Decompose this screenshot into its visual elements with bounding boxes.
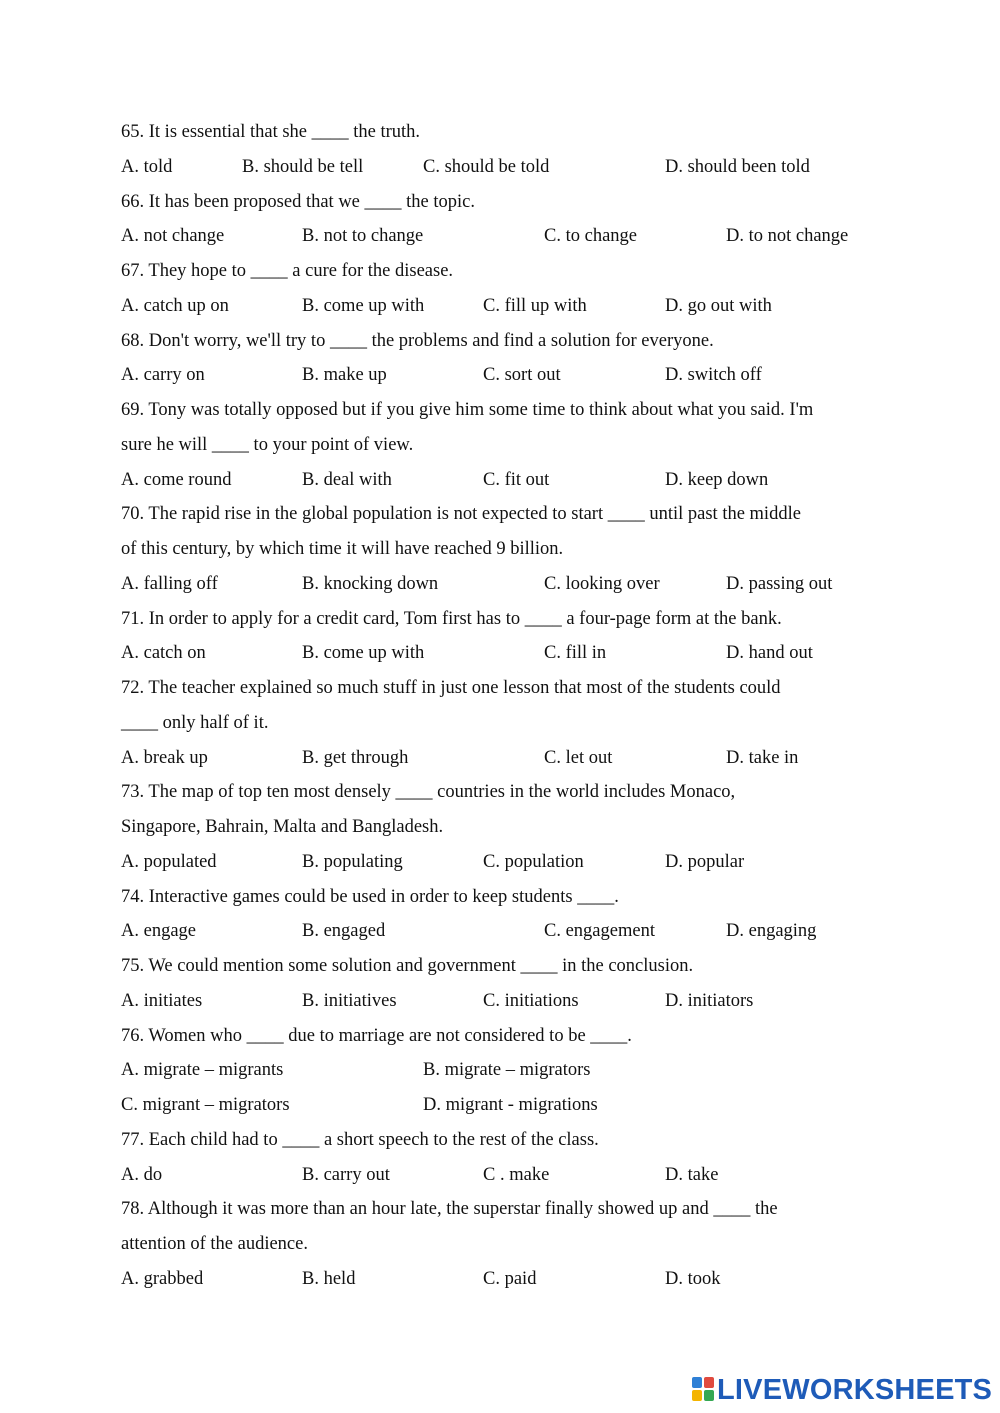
question-text: 73. The map of top ten most densely ____ countries in the world includes Monaco, bbox=[121, 782, 736, 803]
answer-option-b: B. engaged bbox=[302, 921, 386, 942]
question-text: 74. Interactive games could be used in order to keep students ____. bbox=[121, 886, 619, 907]
answer-option-d: D. initiators bbox=[665, 990, 754, 1011]
question-text: 71. In order to apply for a credit card, Tom first has to ____ a four-page form at the bank. bbox=[121, 608, 782, 629]
question-text: 68. Don't worry, we'll try to ____ the problems and find a solution for everyone. bbox=[121, 330, 714, 351]
question-text: 70. The rapid rise in the global population is not expected to start ____ until past the middle bbox=[121, 504, 801, 525]
answer-option-c: C . make bbox=[483, 1164, 550, 1185]
answer-option-a: A. populated bbox=[121, 851, 217, 872]
logo-text: LIVEWORKSHEETS bbox=[717, 1374, 993, 1406]
answer-option-a: A. carry on bbox=[121, 365, 205, 386]
answer-option-a: A. grabbed bbox=[121, 1268, 204, 1289]
answer-option-b: D. migrant - migrations bbox=[423, 1095, 598, 1115]
answer-option-a: A. catch up on bbox=[121, 295, 229, 316]
question-text: ____ only half of it. bbox=[121, 712, 269, 733]
answer-option-b: B. not to change bbox=[302, 226, 424, 247]
question-text: attention of the audience. bbox=[121, 1234, 308, 1254]
answer-option-a: A. engage bbox=[121, 921, 196, 942]
question-text: 76. Women who ____ due to marriage are not considered to be ____. bbox=[121, 1025, 632, 1046]
answer-option-a: C. migrant – migrators bbox=[121, 1095, 290, 1115]
answer-option-b: B. populating bbox=[302, 851, 403, 872]
logo-icon-square-red bbox=[704, 1377, 714, 1388]
answer-option-d: D. take in bbox=[726, 747, 799, 768]
question-text: 78. Although it was more than an hour late, the superstar finally showed up and ____ the bbox=[121, 1199, 778, 1220]
question-text: 72. The teacher explained so much stuff in just one lesson that most of the students could bbox=[121, 678, 781, 698]
answer-option-d: D. engaging bbox=[726, 921, 817, 942]
answer-option-a: A. catch on bbox=[121, 643, 206, 664]
answer-option-a: A. falling off bbox=[121, 573, 218, 594]
answer-option-c: C. initiations bbox=[483, 990, 579, 1011]
answer-option-c: C. looking over bbox=[544, 573, 660, 594]
answer-option-a: A. migrate – migrants bbox=[121, 1060, 284, 1081]
logo-icon-square-blue bbox=[692, 1377, 702, 1388]
answer-option-b: B. should be tell bbox=[242, 156, 364, 177]
answer-option-c: C. sort out bbox=[483, 365, 561, 386]
answer-option-b: B. come up with bbox=[302, 643, 425, 664]
answer-option-c: C. should be told bbox=[423, 156, 550, 177]
question-text: of this century, by which time it will have reached 9 billion. bbox=[121, 539, 564, 559]
answer-option-a: A. come round bbox=[121, 469, 232, 490]
question-text: Singapore, Bahrain, Malta and Bangladesh. bbox=[121, 817, 444, 837]
answer-option-d: D. keep down bbox=[665, 469, 769, 490]
answer-option-b: B. deal with bbox=[302, 469, 392, 490]
answer-option-c: C. let out bbox=[544, 747, 613, 768]
answer-option-b: B. come up with bbox=[302, 295, 425, 316]
answer-option-d: D. passing out bbox=[726, 573, 833, 594]
answer-option-c: C. to change bbox=[544, 226, 637, 247]
question-text: 69. Tony was totally opposed but if you give him some time to think about what you said. I'm bbox=[121, 400, 814, 420]
question-text: 75. We could mention some solution and government ____ in the conclusion. bbox=[121, 956, 694, 976]
answer-option-a: A. told bbox=[121, 156, 173, 177]
answer-option-d: D. popular bbox=[665, 851, 745, 872]
answer-option-d: D. go out with bbox=[665, 295, 772, 316]
question-text: 66. It has been proposed that we ____ the topic. bbox=[121, 191, 475, 212]
answer-option-c: C. fit out bbox=[483, 469, 550, 490]
answer-option-c: C. population bbox=[483, 851, 584, 872]
answer-option-b: B. held bbox=[302, 1268, 356, 1289]
answer-option-a: A. do bbox=[121, 1164, 163, 1185]
question-text: 65. It is essential that she ____ the truth. bbox=[121, 122, 421, 142]
answer-option-d: D. to not change bbox=[726, 226, 849, 247]
answer-option-b: B. knocking down bbox=[302, 573, 439, 594]
answer-option-a: A. initiates bbox=[121, 990, 203, 1011]
answer-option-c: C. engagement bbox=[544, 921, 655, 942]
question-text: 67. They hope to ____ a cure for the disease. bbox=[121, 261, 454, 281]
question-text: 77. Each child had to ____ a short speech to the rest of the class. bbox=[121, 1129, 599, 1150]
answer-option-c: C. paid bbox=[483, 1268, 537, 1289]
logo-icon-square-green bbox=[704, 1390, 714, 1401]
answer-option-b: B. carry out bbox=[302, 1164, 390, 1185]
answer-option-d: D. took bbox=[665, 1268, 721, 1289]
liveworksheets-logo-icon bbox=[692, 1377, 714, 1401]
answer-option-c: C. fill in bbox=[544, 643, 607, 664]
answer-option-b: B. initiatives bbox=[302, 990, 397, 1011]
question-text: sure he will ____ to your point of view. bbox=[121, 434, 414, 455]
answer-option-d: D. should been told bbox=[665, 156, 810, 177]
liveworksheets-logo bbox=[692, 1375, 992, 1405]
answer-option-b: B. get through bbox=[302, 747, 409, 768]
logo-icon-square-yellow bbox=[692, 1390, 702, 1401]
answer-option-a: A. break up bbox=[121, 747, 208, 768]
answer-option-d: D. hand out bbox=[726, 643, 813, 664]
answer-option-b: B. migrate – migrators bbox=[423, 1060, 591, 1081]
answer-option-d: D. take bbox=[665, 1164, 719, 1185]
answer-option-c: C. fill up with bbox=[483, 295, 587, 316]
answer-option-d: D. switch off bbox=[665, 365, 762, 386]
answer-option-a: A. not change bbox=[121, 226, 225, 247]
answer-option-b: B. make up bbox=[302, 365, 387, 386]
